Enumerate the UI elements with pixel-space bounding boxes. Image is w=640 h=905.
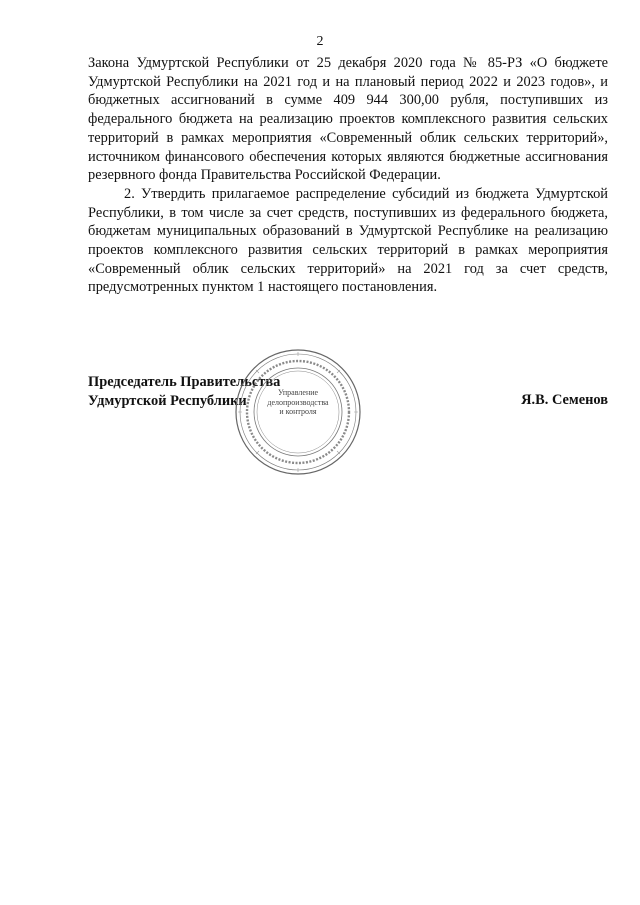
signatory-title-line2: Удмуртской Республики	[88, 393, 247, 409]
paragraph-continuation: Закона Удмуртской Республики от 25 декабря 2020 года № 85-РЗ «О бюджете Удмуртской Республики на 2021 год и на плановый период 2022 и 2023 годов», и бюджетных ассигнований в сумме 409 944 300,00 рубля, поступивших из федерального бюджета на реализацию проектов комплексного развития сельских территорий в рамках мероприятия «Современный облик сельских территорий», источником финансового обеспечения которых являются бюджетные ассигнования резервного фонда Правительства Российской Федерации.	[88, 55, 608, 184]
official-seal	[232, 346, 364, 478]
document-body	[88, 54, 608, 297]
seal-center-text: Управление делопроизводства и контроля	[267, 388, 329, 416]
signatory-title-line1: Председатель Правительства	[88, 374, 281, 390]
signer-name: Я.В. Семенов	[521, 392, 608, 408]
page-number: 2	[316, 34, 324, 49]
paragraph-2: 2. Утвердить прилагаемое распределение субсидий из бюджета Удмуртской Республики, в том числе за счет средств, поступивших из федерального бюджета, бюджетам муниципальных образований в Удмуртской Республике на реализацию проектов комплексного развития сельских территорий в рамках мероприятия «Современный облик сельских территорий» на 2021 год за счет средств, предусмотренных пунктом 1 настоящего постановления.	[88, 185, 608, 296]
